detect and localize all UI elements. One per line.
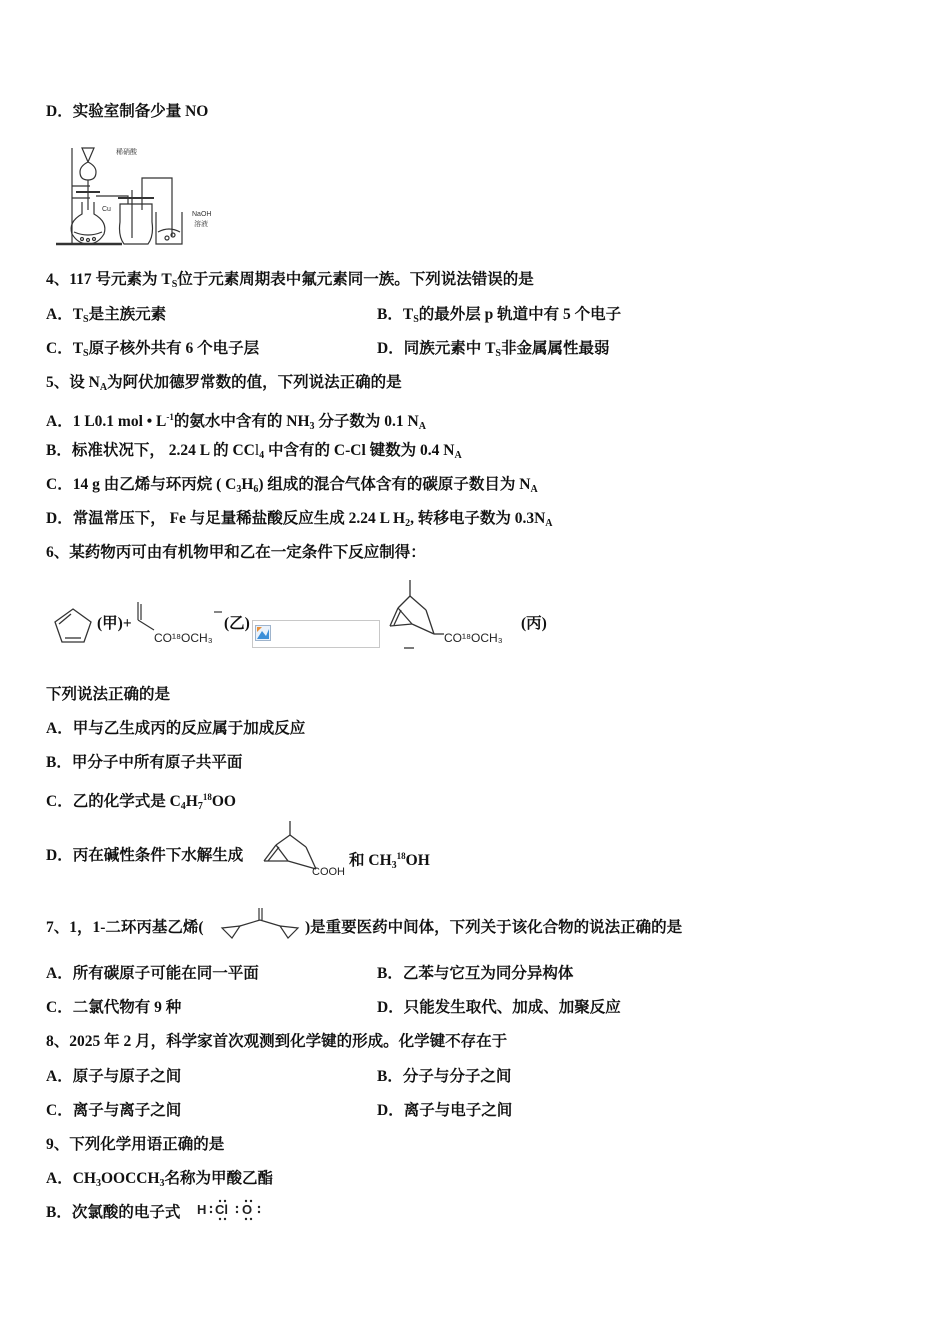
q7-stem-part1: 7、1，1-二环丙基乙烯( <box>46 919 204 936</box>
q7-option-a: A．所有碳原子可能在同一平面 <box>46 965 259 982</box>
label-naoh: NaOH <box>192 211 212 218</box>
q9-stem: 9、下列化学用语正确的是 <box>46 1136 225 1153</box>
q6-option-a: A．甲与乙生成丙的反应属于加成反应 <box>46 720 306 737</box>
no-preparation-apparatus-figure <box>52 140 222 250</box>
q5-option-a: A．1 L0.1 mol • $L^{-1}$的氨水中含有的 $NH_3$ 分子数为 0.1 $N_A$ <box>46 412 426 432</box>
q8-stem: 8、2025 年 2 月，科学家首次观测到化学键的形成。化学键不存在于 <box>46 1033 508 1050</box>
norbornene-ester-structure <box>382 576 522 652</box>
dicyclopropylethylene-structure <box>216 906 306 944</box>
label-solution: 溶液 <box>194 221 208 228</box>
norbornene-acid-structure <box>258 817 352 881</box>
label-copper: Cu <box>102 206 111 213</box>
q5-option-b: B．标准状况下， 2.24 L 的 CCl$_4$ 中含有的 C-Cl 键数为 0.4 $N_A$ <box>46 442 462 461</box>
ester-group-label: CO¹⁸OCH₃ <box>444 631 503 645</box>
q4-option-b: B．$T_S$的最外层 p 轨道中有 5 个电子 <box>377 306 622 325</box>
cooh-label: COOH <box>312 866 345 878</box>
label-yi: (乙) <box>224 615 250 632</box>
q9-option-b: B．次氯酸的电子式 <box>46 1204 181 1221</box>
q3-option-d: D．实验室制备少量 NO <box>46 103 209 120</box>
q4-option-c: C．$T_S$原子核外共有 6 个电子层 <box>46 340 260 359</box>
q8-option-b: B．分子与分子之间 <box>377 1068 512 1085</box>
q6-stem: 6、某药物丙可由有机物甲和乙在一定条件下反应制得： <box>46 544 426 561</box>
hypochlorous-acid-electron-formula <box>197 1198 267 1222</box>
q5-option-c: C．14 g 由乙烯与环丙烷 ( $C_3H_6$) 组成的混合气体含有的碳原子数目为 $N_A$ <box>46 476 538 495</box>
label-dilute-nitric-acid: 稀硝酸 <box>116 149 137 156</box>
q6-option-b: B．甲分子中所有原子共平面 <box>46 754 243 771</box>
q6-follow: 下列说法正确的是 <box>46 686 171 703</box>
atom-o: O <box>242 1202 253 1217</box>
q5-stem: 5、设 $N_A$为阿伏加德罗常数的值，下列说法正确的是 <box>46 374 402 393</box>
broken-image-icon <box>255 625 271 641</box>
q7-option-b: B．乙苯与它互为同分异构体 <box>377 965 574 982</box>
q5-option-d: D．常温常压下， Fe 与足量稀盐酸反应生成 2.24 L $H_2$, 转移电子数为 $0.3N_A$ <box>46 510 553 529</box>
label-jia: (甲)+ <box>97 615 132 632</box>
q4-option-d: D．同族元素中 $T_S$非金属属性最弱 <box>377 340 610 359</box>
atom-cl: Cl <box>215 1202 228 1217</box>
q7-stem-part2: )是重要医药中间体，下列关于该化合物的说法正确的是 <box>305 919 683 936</box>
q7-option-c: C．二氯代物有 9 种 <box>46 999 182 1016</box>
q6-option-d-part2: 和 $CH_3^{18}OH$ <box>349 851 430 871</box>
q7-option-d: D．只能发生取代、加成、加聚反应 <box>377 999 621 1016</box>
q8-option-a: A．原子与原子之间 <box>46 1068 182 1085</box>
label-bing: (丙) <box>521 615 547 632</box>
broken-image-placeholder <box>252 620 380 648</box>
q8-option-c: C．离子与离子之间 <box>46 1102 182 1119</box>
atom-h: H <box>197 1202 207 1217</box>
q4-option-a: A．$T_S$是主族元素 <box>46 306 167 325</box>
methyl-acrylate-structure <box>130 598 230 654</box>
q6-option-c: C．乙的化学式是 $C_4H_7^{18}OO$ <box>46 792 236 812</box>
q6-option-d-part1: D．丙在碱性条件下水解生成 <box>46 847 244 864</box>
q8-option-d: D．离子与电子之间 <box>377 1102 513 1119</box>
q4-stem: 4、117 号元素为 $T_S$位于元素周期表中氟元素同一族。下列说法错误的是 <box>46 271 534 290</box>
ester-group-label: CO¹⁸OCH₃ <box>154 631 213 645</box>
q9-option-a: A．$CH_3OOCCH_3$名称为甲酸乙酯 <box>46 1170 274 1189</box>
cyclopentadiene-structure <box>50 606 96 646</box>
